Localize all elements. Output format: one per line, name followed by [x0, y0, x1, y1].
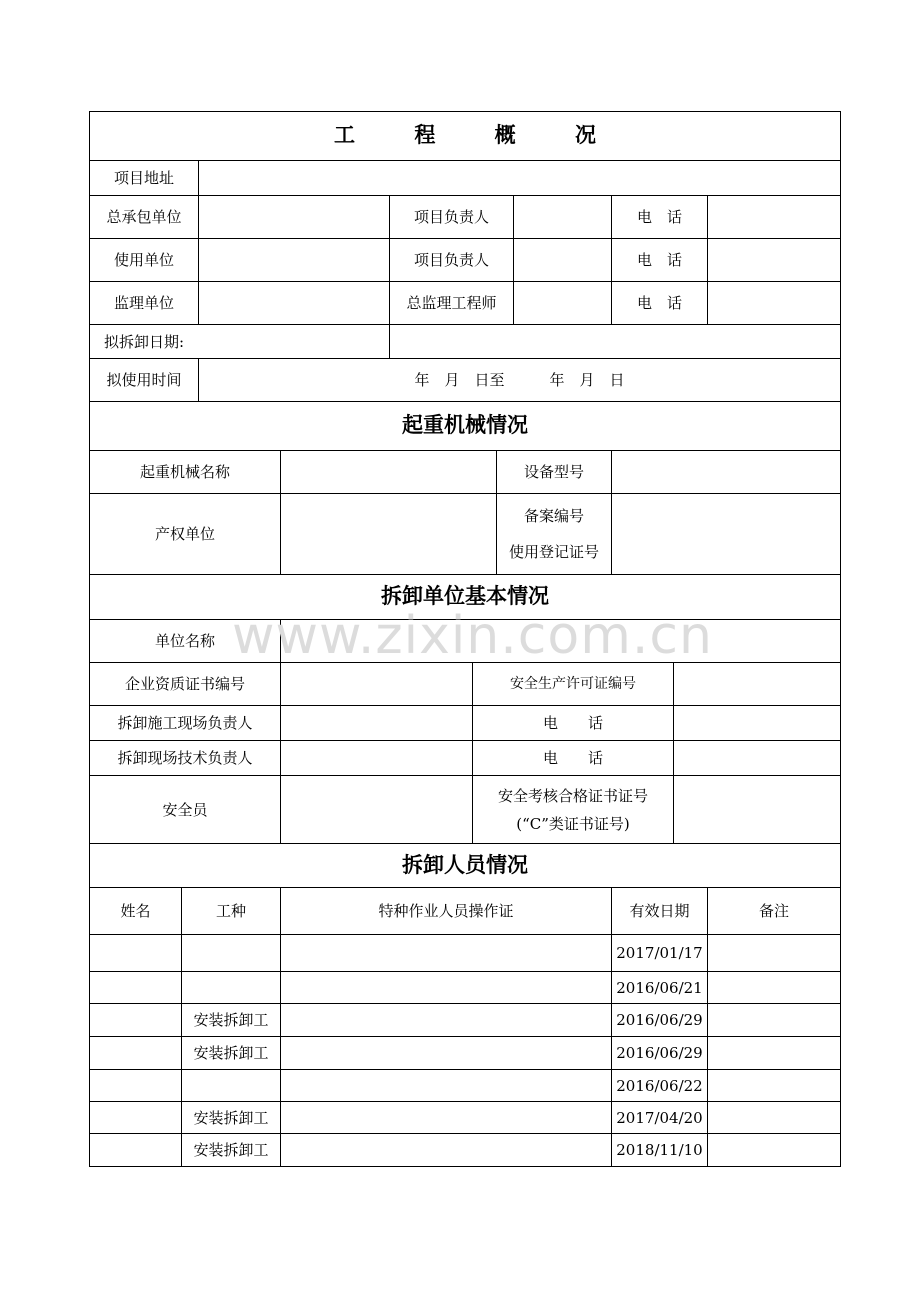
person-date-cell[interactable]: 2016/06/29	[612, 1037, 708, 1070]
supervisor-phone-label: 电 话	[612, 282, 708, 325]
tech-manager-phone-field[interactable]	[674, 741, 840, 776]
record-registration-field[interactable]	[612, 494, 840, 575]
person-trade-cell[interactable]	[182, 1070, 281, 1102]
section-title-unit: 拆卸单位基本情况	[90, 575, 840, 620]
site-manager-phone-field[interactable]	[674, 706, 840, 741]
safety-cert-label-line2: (“C”类证书证号)	[516, 814, 630, 833]
person-cert-cell[interactable]	[281, 1037, 612, 1070]
unit-name-label: 单位名称	[90, 620, 281, 663]
person-name-cell[interactable]	[90, 1102, 182, 1134]
project-address-field[interactable]	[199, 161, 840, 196]
person-trade-cell[interactable]: 安装拆卸工	[182, 1004, 281, 1037]
person-note-cell[interactable]	[708, 1134, 840, 1166]
tech-manager-phone-label: 电 话	[473, 741, 674, 776]
section-title-machinery: 起重机械情况	[90, 402, 840, 451]
tech-manager-field[interactable]	[281, 741, 473, 776]
person-cert-cell[interactable]	[281, 1004, 612, 1037]
user-unit-label: 使用单位	[90, 239, 199, 282]
col-header-name: 姓名	[90, 888, 182, 935]
col-header-note: 备注	[708, 888, 840, 935]
person-trade-cell[interactable]: 安装拆卸工	[182, 1134, 281, 1166]
user-project-manager-label: 项目负责人	[390, 239, 514, 282]
site-manager-label: 拆卸施工现场负责人	[90, 706, 281, 741]
person-name-cell[interactable]	[90, 972, 182, 1004]
general-contractor-label: 总承包单位	[90, 196, 199, 239]
person-note-cell[interactable]	[708, 1070, 840, 1102]
safety-license-field[interactable]	[674, 663, 840, 706]
general-contractor-field[interactable]	[199, 196, 390, 239]
chief-supervisor-field[interactable]	[514, 282, 612, 325]
planned-use-time-label: 拟使用时间	[90, 359, 199, 402]
person-date-cell[interactable]: 2018/11/10	[612, 1134, 708, 1166]
person-name-cell[interactable]	[90, 1070, 182, 1102]
planned-dismantle-date-label: 拟拆卸日期:	[90, 325, 390, 359]
record-registration-label	[497, 494, 612, 575]
machine-name-field[interactable]	[281, 451, 497, 494]
safety-cert-field[interactable]	[674, 776, 840, 844]
machine-name-label: 起重机械名称	[90, 451, 281, 494]
safety-license-label: 安全生产许可证编号	[473, 663, 674, 706]
person-name-cell[interactable]	[90, 1004, 182, 1037]
dismantle-registration-form	[89, 111, 841, 1167]
registration-no-label: 使用登记证号	[508, 543, 599, 561]
user-project-manager-field[interactable]	[514, 239, 612, 282]
supervision-unit-field[interactable]	[199, 282, 390, 325]
person-name-cell[interactable]	[90, 1134, 182, 1166]
person-note-cell[interactable]	[708, 972, 840, 1004]
person-date-cell[interactable]: 2017/01/17	[612, 935, 708, 972]
owner-unit-field[interactable]	[281, 494, 497, 575]
chief-supervisor-label: 总监理工程师	[390, 282, 514, 325]
site-manager-field[interactable]	[281, 706, 473, 741]
owner-unit-label: 产权单位	[90, 494, 281, 575]
planned-dismantle-date-field[interactable]	[390, 325, 840, 359]
safety-cert-label	[473, 776, 674, 844]
tech-manager-label: 拆卸现场技术负责人	[90, 741, 281, 776]
supervisor-phone-field[interactable]	[708, 282, 840, 325]
section-title-overview: 工 程 概 况	[90, 112, 840, 161]
person-note-cell[interactable]	[708, 1037, 840, 1070]
person-trade-cell[interactable]: 安装拆卸工	[182, 1102, 281, 1134]
person-date-cell[interactable]: 2016/06/29	[612, 1004, 708, 1037]
person-trade-cell[interactable]	[182, 972, 281, 1004]
contractor-phone-field[interactable]	[708, 196, 840, 239]
supervision-unit-label: 监理单位	[90, 282, 199, 325]
site-manager-phone-label: 电 话	[473, 706, 674, 741]
safety-cert-label-line1: 安全考核合格证书证号	[497, 786, 648, 805]
qualification-cert-field[interactable]	[281, 663, 473, 706]
person-name-cell[interactable]	[90, 1037, 182, 1070]
contractor-project-manager-label: 项目负责人	[390, 196, 514, 239]
user-unit-field[interactable]	[199, 239, 390, 282]
section-title-personnel: 拆卸人员情况	[90, 844, 840, 888]
record-no-label: 备案编号	[523, 507, 584, 525]
safety-officer-label: 安全员	[90, 776, 281, 844]
person-cert-cell[interactable]	[281, 935, 612, 972]
user-phone-label: 电 话	[612, 239, 708, 282]
person-note-cell[interactable]	[708, 1004, 840, 1037]
person-cert-cell[interactable]	[281, 1134, 612, 1166]
col-header-date: 有效日期	[612, 888, 708, 935]
person-name-cell[interactable]	[90, 935, 182, 972]
qualification-cert-label: 企业资质证书编号	[90, 663, 281, 706]
user-phone-field[interactable]	[708, 239, 840, 282]
person-date-cell[interactable]: 2016/06/22	[612, 1070, 708, 1102]
person-date-cell[interactable]: 2016/06/21	[612, 972, 708, 1004]
person-cert-cell[interactable]	[281, 972, 612, 1004]
person-trade-cell[interactable]: 安装拆卸工	[182, 1037, 281, 1070]
person-note-cell[interactable]	[708, 935, 840, 972]
person-cert-cell[interactable]	[281, 1102, 612, 1134]
col-header-cert: 特种作业人员操作证	[281, 888, 612, 935]
col-header-trade: 工种	[182, 888, 281, 935]
unit-name-field[interactable]	[281, 620, 840, 663]
person-cert-cell[interactable]	[281, 1070, 612, 1102]
person-note-cell[interactable]	[708, 1102, 840, 1134]
person-date-cell[interactable]: 2017/04/20	[612, 1102, 708, 1134]
equipment-model-label: 设备型号	[497, 451, 612, 494]
safety-officer-field[interactable]	[281, 776, 473, 844]
project-address-label: 项目地址	[90, 161, 199, 196]
equipment-model-field[interactable]	[612, 451, 840, 494]
planned-use-time-field[interactable]: 年 月 日至 年 月 日	[199, 359, 840, 402]
contractor-project-manager-field[interactable]	[514, 196, 612, 239]
person-trade-cell[interactable]	[182, 935, 281, 972]
watermark: www.zixin.com.cn	[232, 606, 713, 666]
contractor-phone-label: 电 话	[612, 196, 708, 239]
